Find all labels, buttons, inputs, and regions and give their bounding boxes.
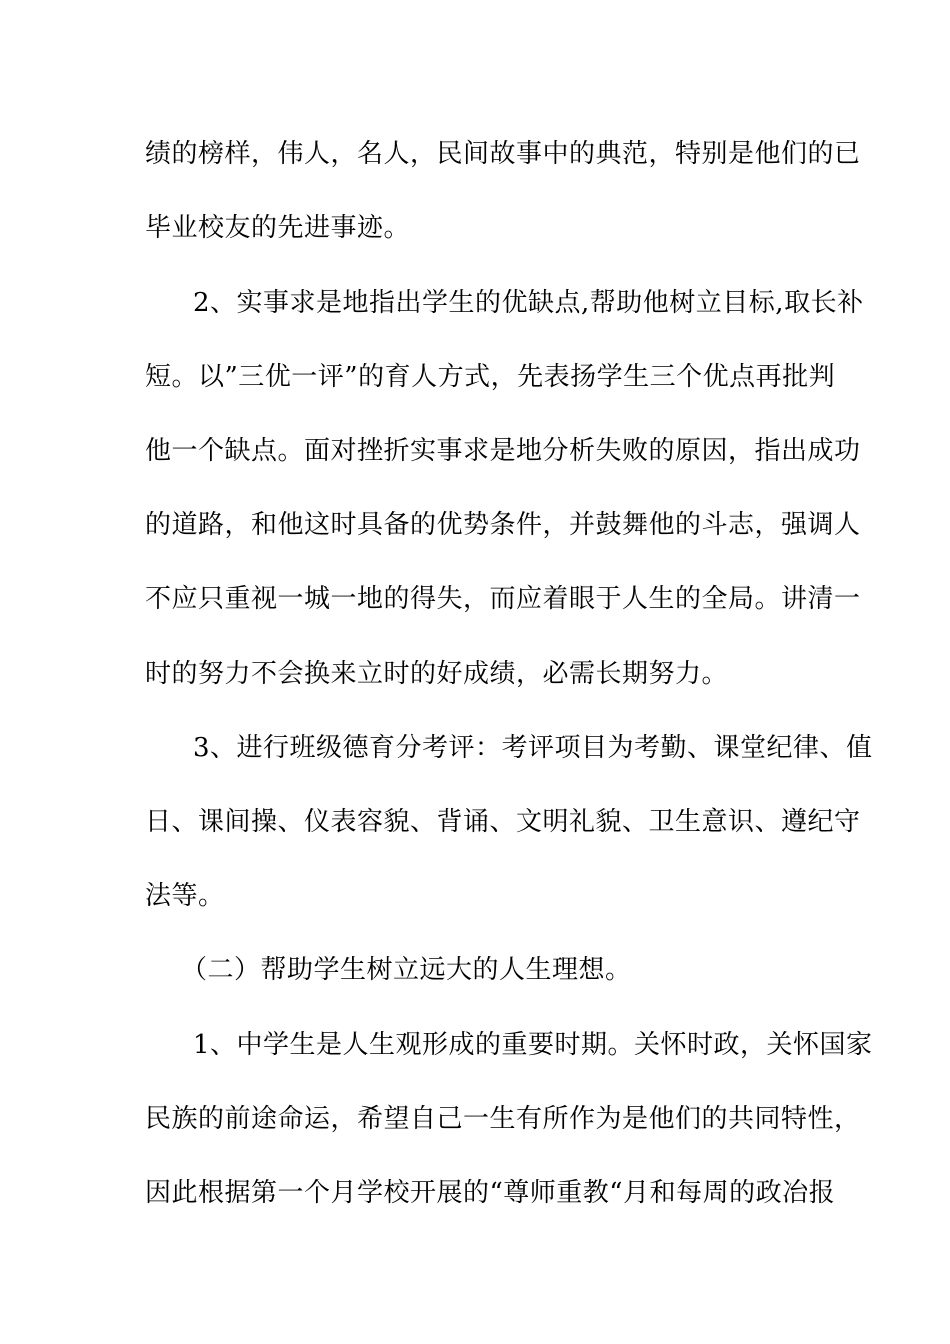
section-heading: （二）帮助学生树立远大的人生理想。: [181, 955, 632, 985]
text-line: 时的努力不会换来立时的好成绩，必需长期努力。: [145, 659, 729, 689]
text-line: 日、课间操、仪表容貌、背诵、文明礼貌、卫生意识、遵纪守: [145, 807, 861, 837]
text-line: 的道路，和他这时具备的优势条件，并鼓舞他的斗志，强调人: [145, 510, 861, 540]
paragraph-3-start: 3、进行班级德育分考评：考评项目为考勤、课堂纪律、值: [193, 733, 873, 763]
text-line: 不应只重视一城一地的得失，而应着眼于人生的全局。讲清一: [145, 584, 861, 614]
text-line: 他一个缺点。面对挫折实事求是地分析失败的原因，指出成功: [145, 436, 861, 466]
text-line: 民族的前途命运，希望自己一生有所作为是他们的共同特性，: [145, 1104, 861, 1134]
text-line: 绩的榜样，伟人，名人，民间故事中的典范，特别是他们的已: [145, 139, 861, 169]
paragraph-2-start: 2、实事求是地指出学生的优缺点,帮助他树立目标,取长补: [193, 288, 864, 318]
text-line: 因此根据第一个月学校开展的“尊师重教“月和每周的政冶报: [145, 1178, 836, 1208]
text-line: 法等。: [145, 881, 225, 911]
paragraph-1-start: 1、中学生是人生观形成的重要时期。关怀时政，关怀国家: [193, 1030, 873, 1060]
text-line: 短。以”三优一评”的育人方式，先表扬学生三个优点再批判: [145, 362, 836, 392]
text-line: 毕业校友的先进事迹。: [145, 213, 411, 243]
